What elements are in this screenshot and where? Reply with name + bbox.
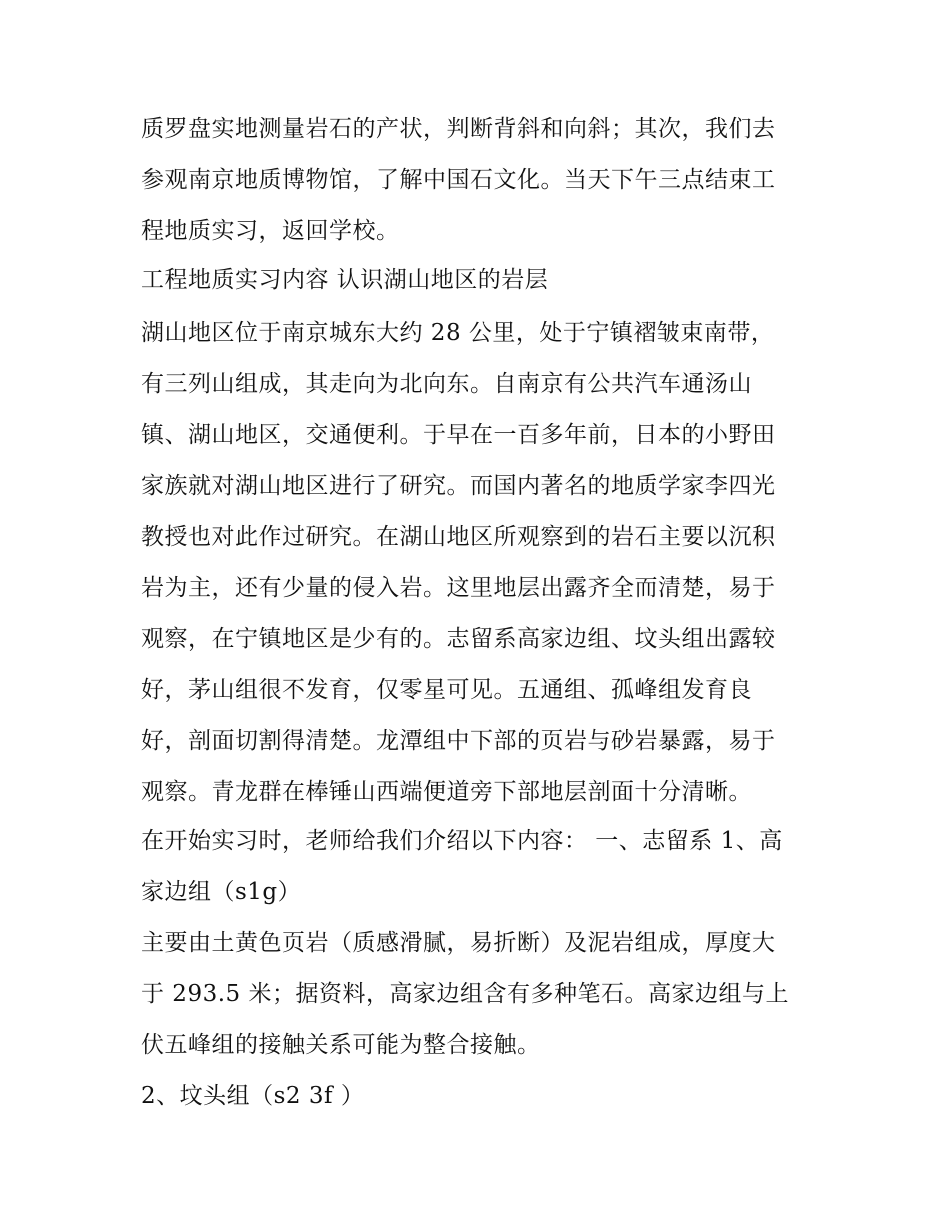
subsection-heading: 2、坟头组（s2 3f ） [141,1083,365,1109]
text-line: 湖山地区位于南京城东大约 28 公里，处于宁镇褶皱束南带， [141,320,775,346]
text-line: 好，剖面切割得清楚。龙潭组中下部的页岩与砂岩暴露，易于 [141,728,776,754]
text-line: 家边组（s1g） [141,879,302,905]
text-line: 教授也对此作过研究。在湖山地区所观察到的岩石主要以沉积 [141,524,776,550]
text-line: 家族就对湖山地区进行了研究。而国内著名的地质学家李四光 [141,473,776,499]
text-line: 观察。青龙群在棒锤山西端便道旁下部地层剖面十分清晰。 [141,779,752,805]
text-line: 于 293.5 米；据资料，高家边组含有多种笔石。高家边组与上 [141,981,789,1007]
text-line: 好，茅山组很不发育，仅零星可见。五通组、孤峰组发育良 [141,677,752,703]
text-line: 岩为主，还有少量的侵入岩。这里地层出露齐全而清楚，易于 [141,575,776,601]
text-line: 伏五峰组的接触关系可能为整合接触。 [141,1032,541,1058]
section-heading: 工程地质实习内容 认识湖山地区的岩层 [141,267,549,293]
text-line: 质罗盘实地测量岩石的产状，判断背斜和向斜；其次，我们去 [141,116,776,142]
text-line: 主要由土黄色页岩（质感滑腻，易折断）及泥岩组成，厚度大 [141,930,776,956]
text-line: 有三列山组成，其走向为北向东。自南京有公共汽车通汤山 [141,371,752,397]
text-line: 参观南京地质博物馆，了解中国石文化。当天下午三点结束工 [141,167,776,193]
text-line: 观察，在宁镇地区是少有的。志留系高家边组、坟头组出露较 [141,626,776,652]
text-line: 在开始实习时，老师给我们介绍以下内容： 一、志留系 1、高 [141,828,783,854]
text-line: 程地质实习，返回学校。 [141,218,400,244]
text-line: 镇、湖山地区，交通便利。于早在一百多年前，日本的小野田 [141,422,776,448]
